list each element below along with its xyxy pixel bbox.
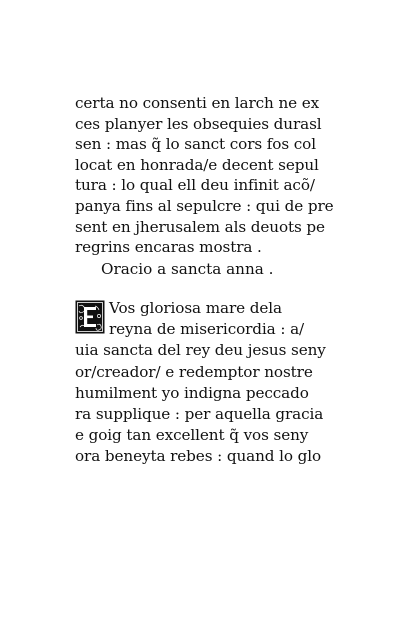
text-line: certa no consenti en larch ne ex	[75, 94, 320, 112]
text-line: sent en jherusalem als deuots pe	[75, 217, 325, 236]
text-line: reyna de misericordia : a/	[109, 320, 305, 339]
text-line: humilment yo indigna peccado	[75, 383, 309, 402]
text-line: panya fins al sepulcre : qui de pre	[75, 196, 334, 215]
text-line: ra supplique : per aquella gracia	[75, 404, 324, 423]
text-line: or/creador/ e redemptor nostre	[75, 362, 313, 381]
text-line: Vos gloriosa mare dela	[109, 299, 282, 317]
svg-text:E: E	[89, 324, 91, 325]
text-line: locat en honrada/e decent sepul	[75, 155, 319, 174]
text-line: e goig tan excellent q̃ vos seny	[75, 426, 309, 445]
text-line: tura : lo qual ell deu infinit acõ/	[75, 176, 315, 195]
paragraph-2	[75, 298, 335, 468]
text-line: sen : mas q̃ lo sanct cors fos col	[75, 135, 316, 154]
text-line: ces planyer les obsequies durasl	[75, 114, 322, 133]
prayer-heading: Oracio a sancta anna .	[101, 260, 274, 278]
paragraph-1	[75, 93, 335, 258]
text-line: ora beneyta rebes : quand lo glo	[75, 447, 322, 466]
text-line: regrins encaras mostra .	[75, 238, 262, 257]
text-line: uia sancta del rey deu jesus seny	[75, 341, 326, 360]
